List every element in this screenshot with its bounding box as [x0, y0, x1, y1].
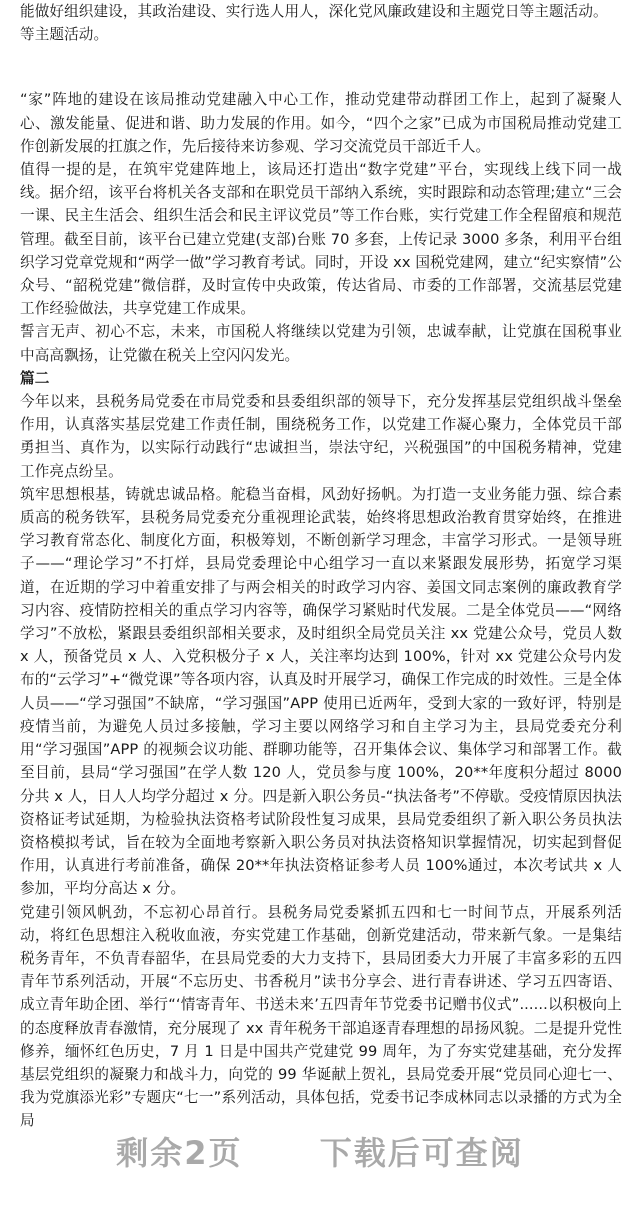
- paragraph-home-base: “家”阵地的建设在该局推动党建融入中心工作，推动党建带动群团工作上，起到了凝聚人心、激发能量、促进和谐、助力发展的作用。如今，“四个之家”已成为市国税局推动党建工作创新发展的扛旗之作，先后接待来访参观、学习交流党员干部近千人。: [20, 91, 622, 155]
- intro-tail-paragraph: 等主题活动。: [20, 26, 109, 44]
- download-to-read-label: 下载后可查阅: [319, 1134, 524, 1172]
- remaining-pages-banner[interactable]: [0, 1128, 640, 1174]
- paragraph-county-bureau: 今年以来，县税务局党委在市局党委和县委组织部的领导下，充分发挥基层党组织战斗堡垒作用，认真落实基层党建工作责任制，围绕税务工作，以党建工作凝心聚力，全体党员干部勇担当、真作为，以实际行动践行“忠诚担当，崇法守纪，兴税强国”的中国税务精神，党建工作亮点纷呈。: [20, 393, 622, 480]
- section-heading-part-two: 篇二: [20, 369, 50, 387]
- paragraph-gap: [20, 46, 622, 88]
- paragraph-ideology: 筑牢思想根基，铸就忠诚品格。舵稳当奋楫，风劲好扬帆。为打造一支业务能力强、综合素质高的税务铁军，县税务局党委充分重视理论武装，始终将思想政治教育贯穿始终，在推进学习教育常态化、制度化方面，积极筹划，不断创新学习理念，丰富学习形式。一是领导班子——“理论学习”不打烊，县局党委理论中心组学习一直以来紧跟发展形势，拓宽学习渠道，在近期的学习中着重安排了与两会相关的时政学习内容、姜国文同志案例的廉政教育学习内容、疫情防控相关的重点学习内容等，确保学习紧贴时代发展。二是全体党员——“网络学习”不放松，紧跟县委组织部相关要求，及时组织全局党员关注 xx 党建公众号，党员人数 x 人，预备党员 x 人、入党积极分子 x 人，关注率均达到 100%，针对 xx 党建公众号内发布的“云学习”+“微党课”等各项内容，认真及时开展学习，确保工作完成的时效性。三是全体人员——“学习强国”不缺席，“学习强国”APP 使用已近两年，受到大家的一致好评，特别是疫情当前，为避免人员过多接触，学习主要以网络学习和自主学习为主，县局党委充分利用“学习强国”APP 的视频会议功能、群聊功能等，召开集体会议、集体学习和部署工作。截至目前，县局“学习强国”在学人数 120 人，党员参与度 100%，20**年度积分超过 8000 分共 x 人，日人人均学分超过 x 分。四是新入职公务员-“执法备考”不停歇。受疫情原因执法资格证考试延期，为检验执法资格考试阶段性复习成果，县局党委组织了新入职公务员执法资格模拟考试，旨在较为全面地考察新入职公务员对执法资格知识掌握情况，切实起到督促作用，认真进行考前准备，确保 20**年执法资格证参考人员 100%通过，本次考试共 x 人参加，平均分高达 x 分。: [20, 485, 622, 898]
- paragraph-digital-party: 值得一提的是，在筑牢党建阵地上，该局还打造出“数字党建”平台，实现线上线下同一战线。据介绍，该平台将机关各支部和在职党员干部纳入系统，实时跟踪和动态管理;建立“三会一课、民主生活会、组织生活会和民主评议党员”等工作台账，实行党建工作全程留痕和规范管理。截至目前，该平台已建立党建(支部)台账 70 多套，上传记录 3000 多条，利用平台组织学习党章党规和“两学一做”学习教育考试。同时，开设 xx 国税党建网，建立“纪实察情”公众号、“韶税党建”微信群，及时宣传中央政策，传达省局、市委的工作部署，交流基层党建工作经验做法，共享党建工作成果。: [20, 161, 622, 318]
- document-body: [20, 0, 622, 1133]
- paragraph-party-building: 党建引领风帆劲，不忘初心昂首行。县税务局党委紧抓五四和七一时间节点，开展系列活动，将红色思想注入税收血液，夯实党建工作基础，创新党建活动，带来新气象。一是集结税务青年，不负青春韶华，在县局党委的大力支持下，县局团委大力开展了丰富多彩的五四青年节系列活动，开展“不忘历史、书香税月”读书分享会、进行青春讲述、学习五四寄语、成立青年助企团、举行“‘情寄青年、书送未来’五四青年节党委书记赠书仪式”......以积极向上的态度释放青春激情，充分展现了 xx 青年税务干部追逐青春理想的昂扬风貌。二是提升党性修养，缅怀红色历史，7 月 1 日是中国共产党建党 99 周年，为了夯实党建基础，充分发挥基层党组织的凝聚力和战斗力，向党的 99 华诞献上贺礼，县局党委开展“党员同心迎七一、我为党旗添光彩”专题庆“七一”系列活动，具体包括，党委书记李成林同志以录播的方式为全局: [20, 903, 622, 1130]
- intro-cut-text: 能做好组织建设，其政治建设、实行选人用人，深化党风廉政建设和主题党日等主题活动。: [20, 3, 608, 20]
- paragraph-pledge: 誓言无声、初心不忘，未来，市国税人将继续以党建为引领，忠诚奉献，让党旗在国税事业中高高飘扬，让党徽在税关上空闪闪发光。: [20, 323, 622, 364]
- remaining-pages-label: 剩余2页: [116, 1134, 243, 1172]
- intro-cut-paragraph: [20, 0, 622, 23]
